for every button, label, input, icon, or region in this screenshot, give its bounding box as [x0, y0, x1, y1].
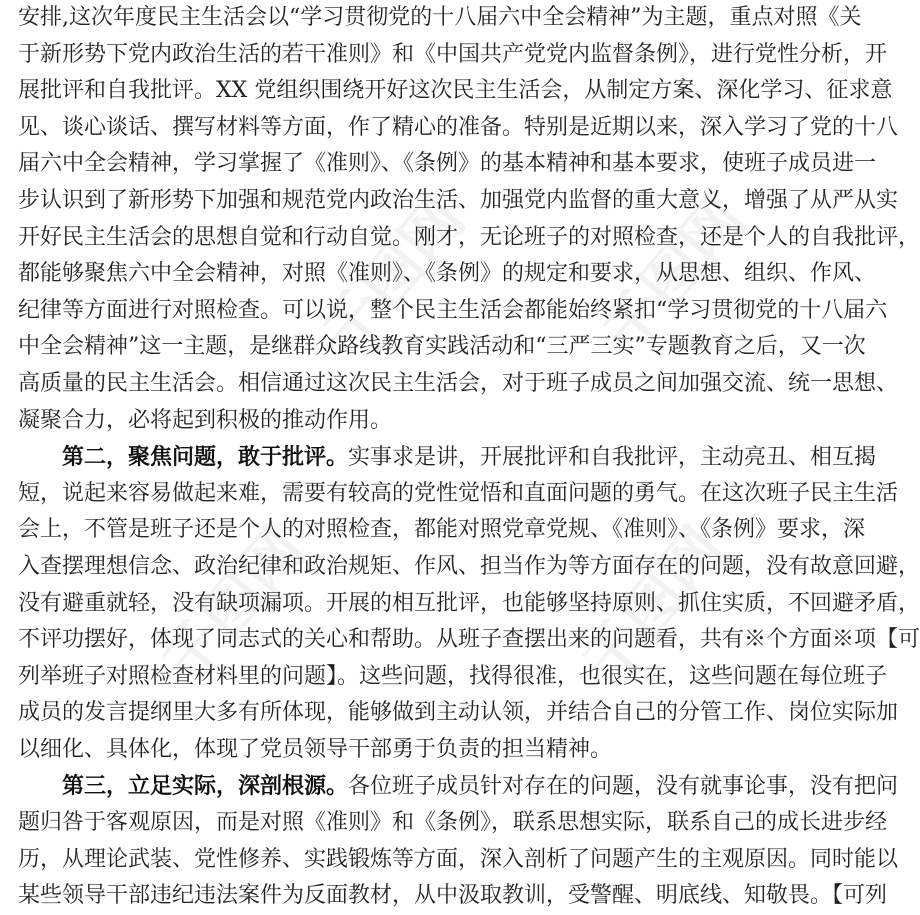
text-line [18, 293, 888, 330]
watermark: 千图网 [589, 184, 759, 368]
text-line [18, 110, 899, 147]
line-text: 入查摆理想信念、政治纪律和政治规矩、作风、担当作为等方面存在的问题，没有故意回避， [18, 553, 920, 579]
line-text: 展批评和自我批评。XX 党组织围绕开好这次民主生活会，从制定方案、深化学习、征求意 [18, 78, 893, 104]
text-line [18, 659, 888, 696]
text-line [18, 366, 899, 403]
line-text: 实事求是讲，开展批评和自我批评，主动亮丑、相互揭 [348, 445, 877, 471]
line-text: 步认识到了新形势下加强和规范党内政治生活、加强党内监督的重大意义，增强了从严从实 [18, 187, 899, 213]
text-line [18, 146, 877, 183]
text-line [18, 622, 920, 659]
document-body [18, 0, 920, 915]
text-line [18, 439, 877, 476]
line-text: 以细化、具体化，体现了党员领导干部勇于负责的担当精神。 [18, 736, 613, 762]
text-line [18, 512, 866, 549]
line-text: 安排,这次年度民主生活会以“学习贯彻党的十八届六中全会精神”为主题，重点对照《关 [18, 5, 862, 30]
line-text: 各位班子成员针对存在的问题，没有就事论事，没有把问 [348, 774, 899, 800]
line-text: 中全会精神”这一主题，是继群众路线教育实践活动和“三严三实”专题教育之后，又一次 [18, 334, 866, 360]
watermark: 千图网 [149, 514, 319, 698]
text-line [18, 403, 784, 440]
text-line [18, 842, 899, 879]
line-text: 短，说起来容易做起来难，需要有较高的党性觉悟和直面问题的勇气。在这次班子民主生活 [18, 480, 899, 506]
line-text: 没有避重就轻，没有缺项漏项。开展的相互批评，也能够坚持原则、抓住实质，不回避矛盾， [18, 590, 920, 616]
line-text: 成员的发言提纲里大多有所体现，能够做到主动认领，并结合自己的分管工作、岗位实际加 [18, 700, 899, 726]
line-text: 都能够聚焦六中全会精神，对照《准则》、《条例》的规定和要求，从思想、组织、作风、 [18, 261, 877, 287]
line-text: 题归咎于客观原因，而是对照《准则》和《条例》，联系思想实际，联系自己的成长进步经 [18, 810, 888, 836]
text-line [18, 220, 920, 257]
line-text: 高质量的民主生活会。相信通过这次民主生活会，对于班子成员之间加强交流、统一思想、 [18, 370, 899, 396]
paragraph-lead-heading: 第二，聚焦问题，敢于批评。 [62, 444, 349, 471]
text-line [18, 732, 784, 769]
text-line [18, 73, 893, 110]
line-text: 列举班子对照检查材料里的问题】。这些问题，找得很准，也很实在，这些问题在每位班子 [18, 663, 888, 689]
text-line [18, 768, 899, 805]
text-line [18, 183, 899, 220]
text-line [18, 329, 866, 366]
line-text: 于新形势下党内政治生活的若干准则》和《中国共产党党内监督条例》，进行党性分析，开 [18, 41, 888, 67]
text-line [18, 805, 888, 842]
line-text: 纪律等方面进行对照检查。可以说，整个民主生活会都能始终紧扣“学习贯彻党的十八届六 [18, 297, 888, 323]
text-line [18, 586, 920, 623]
line-text: 会上，不管是班子还是个人的对照检查，都能对照党章党规、《准则》、《条例》要求，深 [18, 517, 866, 543]
line-text: 某些领导干部违纪违法案件为反面教材，从中汲取教训，受警醒、明底线、知敬畏。【可列 [18, 883, 888, 909]
paragraph-lead-heading: 第三，立足实际，深剖根源。 [62, 773, 349, 800]
line-text: 不评功摆好，体现了同志式的关心和帮助。从班子查摆出来的问题看，共有※个方面※项【可 [18, 627, 920, 653]
text-line [18, 476, 899, 513]
line-text: 开好民主生活会的思想自觉和行动自觉。刚才，无论班子的对照检查，还是个人的自我批评， [18, 224, 920, 250]
line-text: 历，从理论武装、党性修养、实践锻炼等方面，深入剖析了问题产生的主观原因。同时能以 [18, 846, 899, 872]
text-line [18, 37, 888, 74]
watermark: 千图网 [309, 184, 479, 368]
line-text: 见、谈心谈话、撰写材料等方面，作了精心的准备。特别是近期以来，深入学习了党的十八 [18, 114, 899, 140]
text-line [18, 256, 877, 293]
watermark: 千图网 [569, 514, 739, 698]
text-line [18, 549, 920, 586]
line-text: 届六中全会精神，学习掌握了《准则》、《条例》的基本精神和基本要求，使班子成员进一 [18, 151, 877, 177]
text-line [18, 878, 888, 915]
line-text: 凝聚合力，必将起到积极的推动作用。 [18, 407, 393, 433]
text-line [18, 695, 899, 732]
text-line [18, 0, 862, 37]
